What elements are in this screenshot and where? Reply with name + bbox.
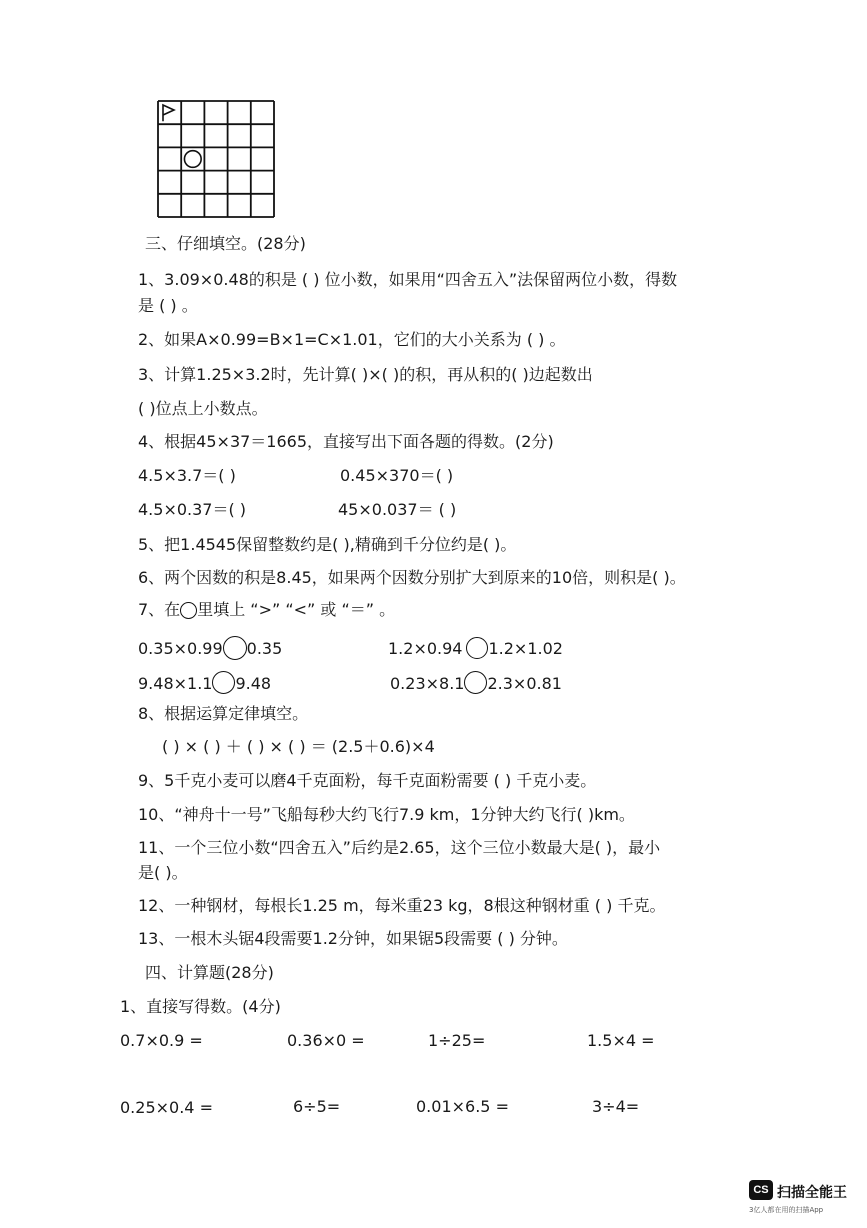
- question-7-suffix: 里填上 “>” “<” 或 “＝” 。: [197, 600, 396, 619]
- compare-right: 9.48: [235, 674, 272, 693]
- grid-svg: [157, 100, 275, 218]
- question-7-prefix: 7、在: [138, 600, 181, 619]
- question-11-line1: 11、一个三位小数“四舍五入”后约是2.65，这个三位小数最大是( )，最小: [138, 838, 661, 857]
- compare-left: 0.35×0.99: [138, 639, 223, 658]
- circle-icon: [180, 602, 197, 619]
- watermark-name: 扫描全能王: [777, 1185, 847, 1201]
- calc-item: 0.7×0.9 =: [120, 1031, 203, 1050]
- question-1-line2: 是 ( ) 。: [138, 296, 198, 315]
- question-10: 10、“神舟十一号”飞船每秒大约飞行7.9 km，1分钟大约飞行( )km。: [138, 805, 635, 824]
- section4-sub1: 1、直接写得数。(4分): [120, 997, 281, 1016]
- question-8: 8、根据运算定律填空。: [138, 704, 309, 723]
- compare-item-3: [138, 671, 271, 694]
- circle-blank-icon[interactable]: [466, 637, 488, 659]
- question-8-equation: ( ) × ( ) ＋ ( ) × ( ) ＝ (2.5＋0.6)×4: [162, 737, 435, 756]
- compare-left: 0.23×8.1: [390, 674, 465, 693]
- compare-item-1: [138, 636, 282, 660]
- question-11-line2: 是( )。: [138, 863, 188, 882]
- question-12: 12、一种钢材，每根长1.25 m，每米重23 kg，8根这种钢材重 ( ) 千克。: [138, 896, 666, 915]
- flag-icon: [163, 105, 174, 121]
- calc-item: 1.5×4 =: [587, 1031, 655, 1050]
- watermark-tagline: 3亿人都在用的扫描App: [749, 1206, 824, 1214]
- question-7: [138, 602, 395, 619]
- compare-right: 2.3×0.81: [487, 674, 562, 693]
- question-1-line1: 1、3.09×0.48的积是 ( ) 位小数，如果用“四舍五入”法保留两位小数，得数: [138, 270, 678, 289]
- grid-figure: [157, 100, 275, 218]
- question-5: 5、把1.4545保留整数约是( ),精确到千分位约是( )。: [138, 535, 517, 554]
- compare-right: 1.2×1.02: [488, 639, 563, 658]
- circle-blank-icon[interactable]: [212, 671, 235, 694]
- compare-item-4: [390, 671, 562, 694]
- question-9: 9、5千克小麦可以磨4千克面粉，每千克面粉需要 ( ) 千克小麦。: [138, 771, 597, 790]
- calc-item: 0.25×0.4 =: [120, 1098, 213, 1117]
- circle-marker-icon: [184, 151, 201, 168]
- section4-title: 四、计算题(28分): [145, 963, 274, 982]
- question-4-item4: 45×0.037＝ ( ): [338, 500, 457, 519]
- compare-right: 0.35: [246, 639, 283, 658]
- scanner-watermark: [749, 1178, 861, 1222]
- circle-blank-icon[interactable]: [464, 671, 487, 694]
- question-4-item1: 4.5×3.7＝( ): [138, 466, 236, 485]
- calc-item: 3÷4=: [592, 1097, 640, 1116]
- question-2: 2、如果A×0.99=B×1=C×1.01，它们的大小关系为 ( ) 。: [138, 330, 566, 349]
- circle-blank-icon[interactable]: [223, 636, 247, 660]
- compare-left: 1.2×0.94: [388, 639, 463, 658]
- question-3-line1: 3、计算1.25×3.2时，先计算( )×( )的积，再从积的( )边起数出: [138, 365, 593, 384]
- question-4-item3: 4.5×0.37＝( ): [138, 500, 247, 519]
- calc-item: 6÷5=: [293, 1097, 341, 1116]
- question-13: 13、一根木头锯4段需要1.2分钟，如果锯5段需要 ( ) 分钟。: [138, 929, 568, 948]
- question-6: 6、两个因数的积是8.45，如果两个因数分别扩大到原来的10倍，则积是( )。: [138, 568, 686, 587]
- question-3-line2: ( )位点上小数点。: [138, 399, 268, 418]
- compare-left: 9.48×1.1: [138, 674, 213, 693]
- question-4: 4、根据45×37＝1665，直接写出下面各题的得数。(2分): [138, 432, 554, 451]
- calc-item: 0.36×0 =: [287, 1031, 365, 1050]
- compare-item-2: [388, 637, 563, 659]
- calc-item: 1÷25=: [428, 1031, 486, 1050]
- calc-item: 0.01×6.5 =: [416, 1097, 509, 1116]
- question-4-item2: 0.45×370＝( ): [340, 466, 454, 485]
- cs-logo-icon: CS: [749, 1180, 773, 1200]
- section3-title: 三、仔细填空。(28分): [145, 234, 306, 253]
